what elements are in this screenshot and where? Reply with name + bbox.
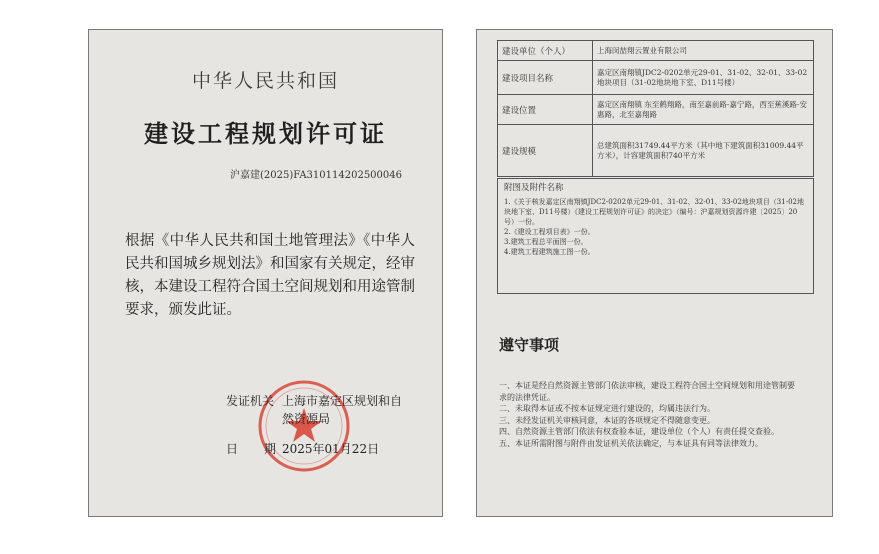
certificate-title: 建设工程规划许可证 (144, 119, 387, 148)
list-item: 一、本证是经自然资源主管部门依法审核，建设工程符合国土空间规划和用途管制要求的法律凭证。 (499, 381, 795, 402)
list-item: 五、本证所需附图与附件由发证机关依法确定，与本证具有同等法律效力。 (499, 438, 763, 448)
issue-date: 2025年01月22日 (282, 442, 380, 456)
attachments-box (497, 178, 814, 294)
table-label: 建设单位（个人） (498, 41, 593, 61)
rules-list (499, 380, 799, 449)
list-item: 二、未取得本证或不按本证规定进行建设的，均属违法行为。 (499, 404, 715, 413)
table-row (498, 125, 814, 177)
permit-left-page (88, 29, 443, 517)
table-row (498, 95, 814, 125)
issuer-name: 上海市嘉定区规划和自然资源局 (282, 394, 403, 426)
list-item: 2.《建设工程项目表》一份。 (504, 228, 595, 236)
list-item: 四、自然资源主管部门依法有权查验本证，建设单位（个人）有责任提交查验。 (499, 427, 779, 436)
table-value: 上海闵喆翔云置业有限公司 (593, 41, 814, 61)
list-item: 1.《关于核发嘉定区南翔镇JDC2-0202单元29-01、31-02、32-01、33-02地块项目（31-02地块地下室、D11号楼）《建设工程规划许可证》的决定》（编号：沪嘉规划资源许建〔2025〕20号）一份。 (504, 198, 804, 226)
certificate-body-text: 根据《中华人民共和国土地管理法》《中华人民共和国城乡规划法》和国家有关规定，经审核，本建设工程符合国土空间规划和用途管制要求，颁发此证。 (125, 233, 415, 318)
table-label: 建设位置 (498, 95, 593, 125)
project-info-table (497, 40, 814, 177)
country-name: 中华人民共和国 (191, 70, 339, 92)
table-value: 嘉定区南翔镇JDC2-0202单元29-01、31-02、32-01、33-02地块项目（31-02地块地下室、D11号楼） (593, 61, 814, 95)
table-value: 嘉定区南翔镇 东至鹤翔路，南至嘉前路-嘉宁路，西至蕉溪路-安惠路，北至嘉翔路 (593, 95, 814, 125)
rules-title: 遵守事项 (499, 336, 560, 354)
table-row (498, 41, 814, 61)
issuer-label: 发证机关 (226, 394, 275, 408)
attachments-title: 附图及附件名称 (504, 183, 564, 193)
list-item: 三、未经发证机关审核同意，本证的各项规定不得随意变更。 (499, 415, 715, 425)
table-value: 总建筑面积31749.44平方米（其中地下建筑面积31009.44平方米），计容建筑面积740平方米 (593, 125, 814, 177)
date-label: 日期 (226, 442, 303, 456)
table-label: 建设项目名称 (498, 61, 593, 95)
list-item: 3.建筑工程总平面图一份。 (504, 238, 588, 246)
certificate-number: 沪嘉建(2025)FA310114202500046 (230, 170, 402, 181)
table-row (498, 61, 814, 95)
permit-right-page (476, 29, 833, 517)
list-item: 4.建筑工程建筑施工图一份。 (504, 248, 595, 256)
table-label: 建设规模 (498, 125, 593, 177)
